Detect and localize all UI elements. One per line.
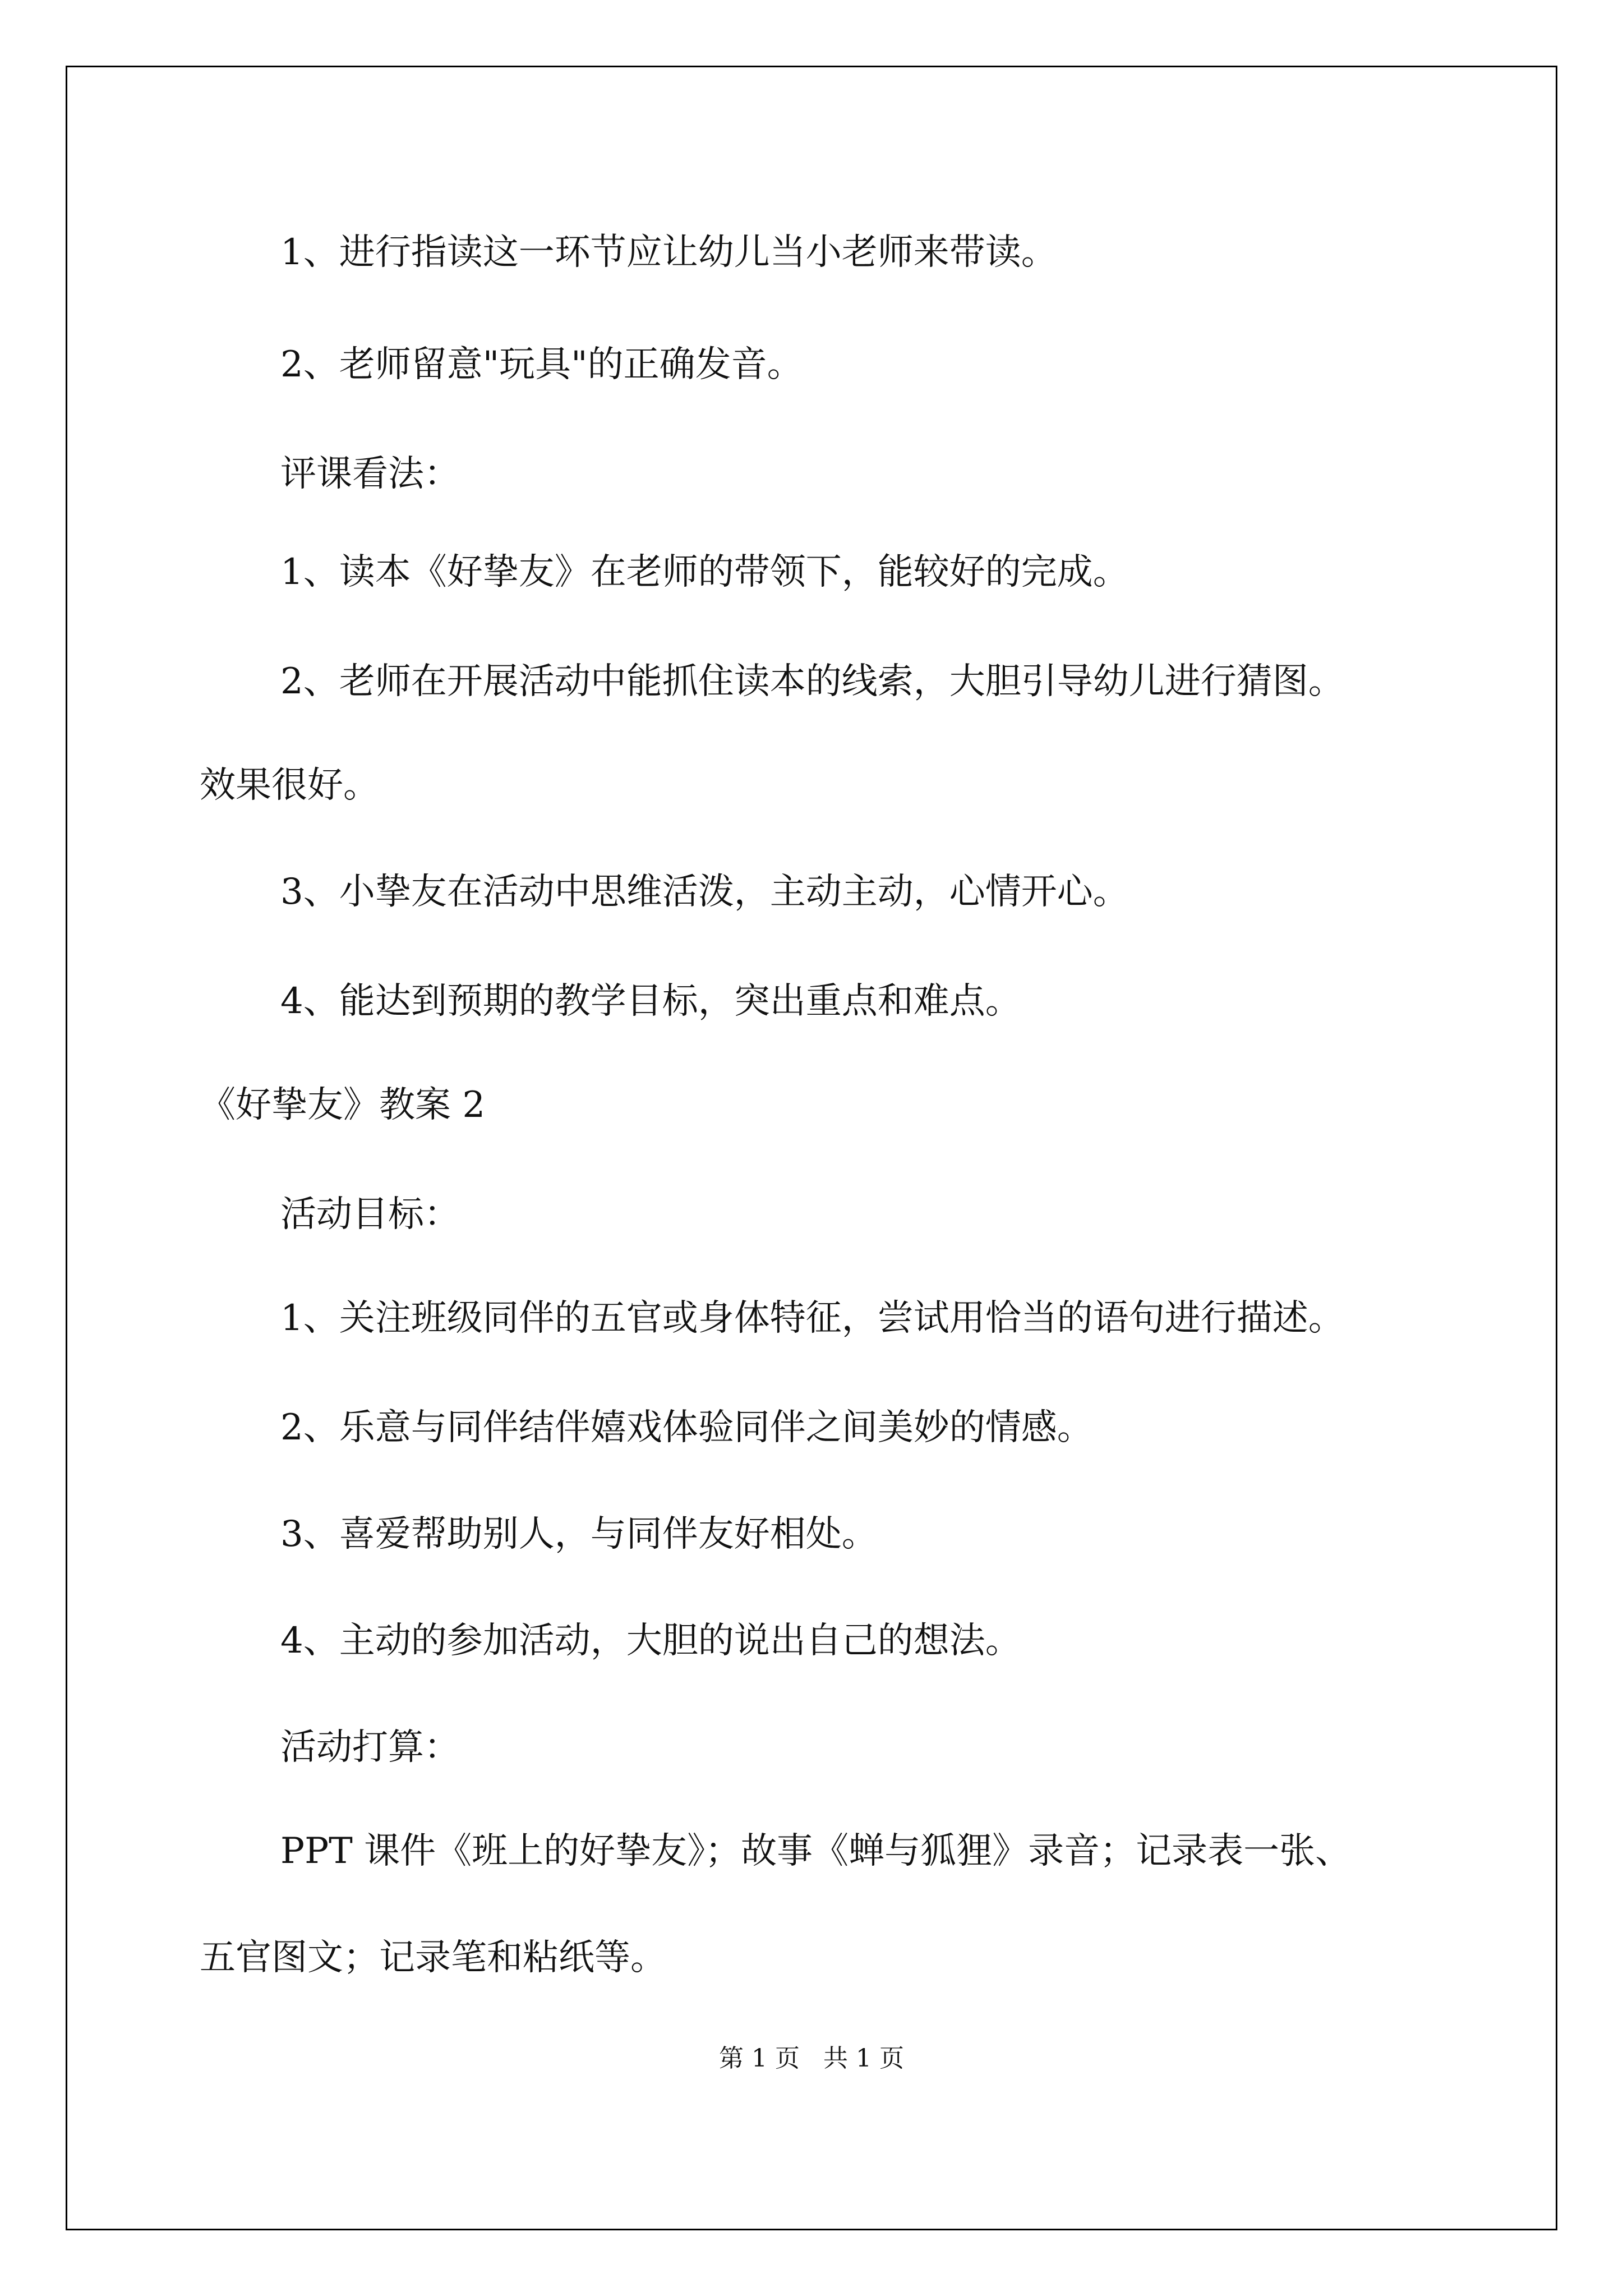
paragraph-continuation: 效果很好。: [200, 765, 379, 806]
paragraph: 2、老师在开展活动中能抓住读本的线索，大胆引导幼儿进行猜图。: [280, 661, 1344, 702]
paragraph: 1、关注班级同伴的五官或身体特征，尝试用恰当的语句进行描述。: [280, 1297, 1344, 1339]
page-border: [66, 66, 1557, 2230]
section-label: 评课看法：: [280, 453, 460, 495]
paragraph: 1、读本《好挚友》在老师的带领下，能较好的完成。: [280, 551, 1129, 593]
paragraph: 2、乐意与同伴结伴嬉戏体验同伴之间美妙的情感。: [280, 1407, 1093, 1448]
paragraph: 1、进行指读这一环节应让幼儿当小老师来带读。: [280, 232, 1057, 273]
section-label: 活动目标：: [280, 1194, 460, 1235]
section-heading: 《好挚友》教案 2: [200, 1084, 486, 1126]
paragraph: 4、主动的参加活动，大胆的说出自己的想法。: [280, 1620, 1021, 1662]
paragraph: 3、小挚友在活动中思维活泼，主动主动，心情开心。: [280, 871, 1129, 913]
paragraph-continuation: 五官图文；记录笔和粘纸等。: [200, 1937, 666, 1978]
page-footer: 第 1 页 共 1 页: [719, 2044, 904, 2073]
section-label: 活动打算：: [280, 1727, 460, 1768]
paragraph: 3、喜爱帮助别人，与同伴友好相处。: [280, 1513, 878, 1555]
paragraph: 4、能达到预期的教学目标，突出重点和难点。: [280, 981, 1021, 1022]
paragraph: 2、老师留意"玩具"的正确发音。: [280, 344, 803, 385]
paragraph: PPT 课件《班上的好挚友》；故事《蝉与狐狸》录音；记录表一张、: [280, 1830, 1352, 1872]
